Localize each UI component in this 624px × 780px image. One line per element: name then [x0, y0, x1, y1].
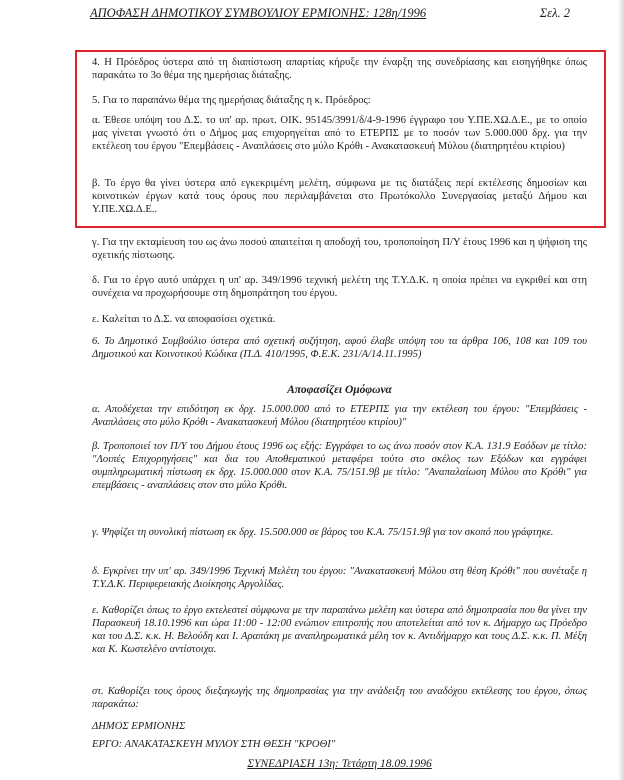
decision-b: β. Τροποποιεί τον Π/Υ του Δήμου έτους 1996 ως εξής: Εγγράφει το ως άνω ποσόν στον Κ.Α. 131.9 Εσόδων με τίτλο: "Λοιπές Επιχορηγήσεις" και δια του Αποθεματικού μεταφέρει τούτο στο σκέλος των Εξόδων και εγγράφει συμπληρωματική πίστωση εκ δρχ. 15.000.000 στον Κ.Α. 75/151.9β με τίτλο: "Αναπαλαίωση Μύλου στο Κρόθι" για επεμβάσεις - αναπλάσεις στον στο μύλο Κρόθι. [92, 441, 587, 491]
decision-d: δ. Εγκρίνει την υπ' αρ. 349/1996 Τεχνική Μελέτη του έργου: "Ανακατασκευή Μύλου στη θέση Κρόθι" που συνέταξε η Τ.Υ.Δ.Κ. Περιφερειακής Διοίκησης Αργολίδας. [92, 566, 587, 590]
decision-title: Αποφασίζει Ομόφωνα [287, 384, 392, 396]
decision-a: α. Αποδέχεται την επιδότηση εκ δρχ. 15.000.000 από το ΕΤΕΡΠΣ για την εκτέλεση του έργου: "Επεμβάσεις - Αναπλάσεις στο μύλο Κρόθι - Ανακατασκευή Μύλου (διατηρητέου κτιρίου)" [92, 404, 587, 428]
paragraph-4: 4. Η Πρόεδρος ύστερα από τη διαπίστωση απαρτίας κήρυξε την έναρξη της συνεδρίασης και εισηγήθηκε όπως παρακάτω το 3ο θέμα της ημερήσιας διάταξης. [92, 57, 587, 81]
item-e: ε. Καλείται το Δ.Σ. να αποφασίσει σχετικά. [92, 314, 276, 325]
page-number: Σελ. 2 [539, 6, 570, 20]
paragraph-6: 6. Το Δημοτικό Συμβούλιο ύστερα από σχετική συζήτηση, αφού έλαβε υπόψη του τα άρθρα 106, 108 και 109 του Δημοτικού και Κοινοτικού Κώδικα (Π.Δ. 410/1995, Φ.Ε.Κ. 231/Α/14.11.1995) [92, 336, 587, 360]
decision-st: στ. Καθορίζει τους όρους διεξαγωγής της δημοπρασίας για την ανάδειξη του αναδόχου εκτέλεσης του έργου, όπως παρακάτω: [92, 686, 587, 710]
project-title: ΕΡΓΟ: ΑΝΑΚΑΤΑΣΚΕΥΗ ΜΥΛΟΥ ΣΤΗ ΘΕΣΗ "ΚΡΟΘΙ" [92, 739, 336, 750]
item-d: δ. Για το έργο αυτό υπάρχει η υπ' αρ. 349/1996 τεχνική μελέτη της Τ.Υ.Δ.Κ. η οποία πρέπει να εγκριθεί και στη συνέχεια να προχωρήσουμε στη δημοπράτηση του έργου. [92, 275, 587, 299]
item-g: γ. Για την εκταμίευση του ως άνω ποσού απαιτείται η αποδοχή του, τροποποίηση Π/Υ έτους 1996 και η ψήφιση της σχετικής πίστωσης. [92, 237, 587, 261]
item-b: β. Το έργο θα γίνει ύστερα από εγκεκριμένη μελέτη, σύμφωνα με τις διατάξεις περί εκτέλεσης δημοσίων και κοινοτικών έργων κατά τους όρους που περιλαμβάνεται στο Πρωτόκολλο Συνεργασίας μεταξύ Δήμου και Υ.ΠΕ.ΧΩ.Δ.Ε.. [92, 178, 587, 215]
item-a: α. Έθεσε υπόψη του Δ.Σ. το υπ' αρ. πρωτ. ΟΙΚ. 95145/3991/δ/4-9-1996 έγγραφο του Υ.ΠΕ.ΧΩ.Δ.Ε., με το οποίο μας γίνεται γνωστό ότι ο Δήμος μας επιχορηγείται από το ΕΤΕΡΠΣ με το ποσόν των 5.000.000 δρχ. για την εκτέλεση του έργου "Επεμβάσεις - Αναπλάσεις στο μύλο Κρόθι - Ανακατασκευή Μύλου (διατηρητέου κτιρίου) [92, 115, 587, 152]
scan-edge-shadow [618, 0, 624, 780]
municipality-name: ΔΗΜΟΣ ΕΡΜΙΟΝΗΣ [92, 721, 186, 732]
decision-g: γ. Ψηφίζει τη συνολική πίστωση εκ δρχ. 15.500.000 σε βάρος του Κ.Α. 75/151.9β για τον σκοπό που γράφτηκε. [92, 527, 554, 538]
page-header [90, 6, 570, 21]
header-title: ΑΠΟΦΑΣΗ ΔΗΜΟΤΙΚΟΥ ΣΥΜΒΟΥΛΙΟΥ ΕΡΜΙΟΝΗΣ: 128η/1996 [90, 6, 427, 20]
paragraph-5: 5. Για το παραπάνω θέμα της ημερήσιας διάταξης η κ. Πρόεδρος: [92, 95, 371, 106]
page-footer: ΣΥΝΕΔΡΙΑΣΗ 13η: Τετάρτη 18.09.1996 [247, 758, 432, 770]
decision-e: ε. Καθορίζει όπως το έργο εκτελεστεί σύμφωνα με την παραπάνω μελέτη και ύστερα από δημοπρασία που θα γίνει την Παρασκευή 18.10.1996 και ώρα 11:00 - 12:00 ενώπιον επιτροπής που αποτελείται από τον κ. Δήμαρχο ως Πρόεδρο και του Δ.Σ. κ.κ. Η. Βελούδη και Ι. Αραπάκη με αναπληρωματικά μέλη τον κ. Αντιδήμαρχο και τους Δ.Σ. κ.κ. Π. Μέξη και Κ. Κωστελένο αντίστοιχα. [92, 605, 587, 655]
